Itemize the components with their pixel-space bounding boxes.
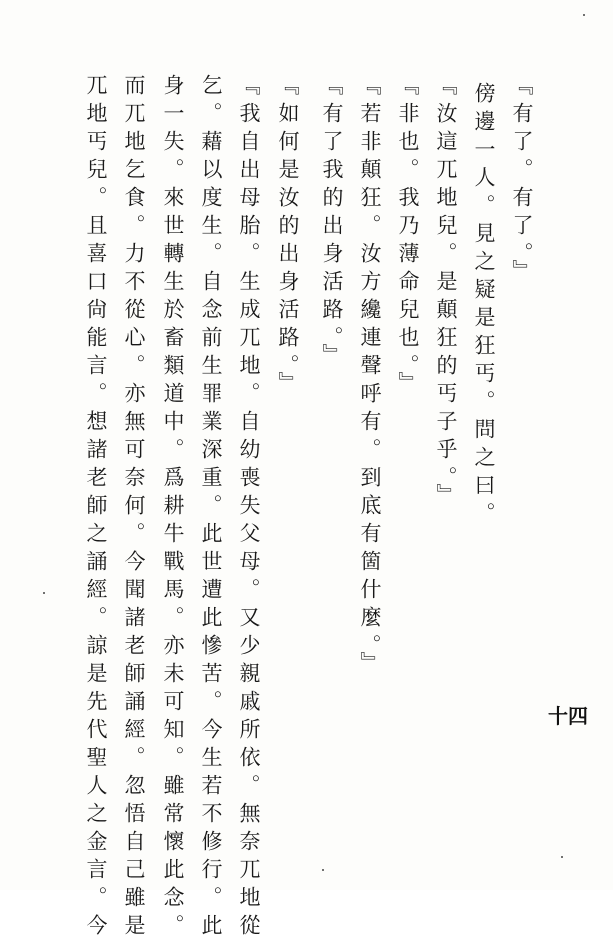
text-column-8: 『我自出母胎。生成兀地。自幼喪失父母。又少親戚所依。無奈兀地從 [237,74,261,942]
scan-speck [322,869,324,871]
scan-speck [43,592,45,594]
scan-speck [583,14,585,16]
text-column-1: 『有了。有了。』 [510,74,534,288]
text-column-3: 『汝這兀地兒。是顛狂的丐子乎。』 [434,74,458,512]
page-number: 十四 [548,704,588,728]
text-column-11: 而兀地乞食。力不從心。亦無可奈何。今聞諸老師誦經。忽悟自己雖是 [122,74,146,942]
text-column-2: 傍邊一人。見之疑是狂丐。問之曰。 [472,82,496,530]
scan-speck [561,856,563,858]
text-column-5: 『若非顛狂。汝方纔連聲呼有。到底有箇什麼。』 [358,74,382,680]
text-column-4: 『非也。我乃薄命兒也。』 [396,74,420,400]
text-column-9: 乞。藉以度生。自念前生罪業深重。此世遭此慘苦。今生若不修行。此 [199,74,223,942]
text-column-10: 身一失。來世轉生於畜類道中。爲耕牛戰馬。亦未可知。雖常懷此念。 [161,74,185,942]
text-column-7: 『如何是汝的出身活路。』 [276,74,300,400]
text-column-12: 兀地丐兒。且喜口尙能言。想諸老師之誦經。諒是先代聖人之金言。今 [84,74,108,942]
text-column-6: 『有了我的出身活路。』 [320,74,344,372]
